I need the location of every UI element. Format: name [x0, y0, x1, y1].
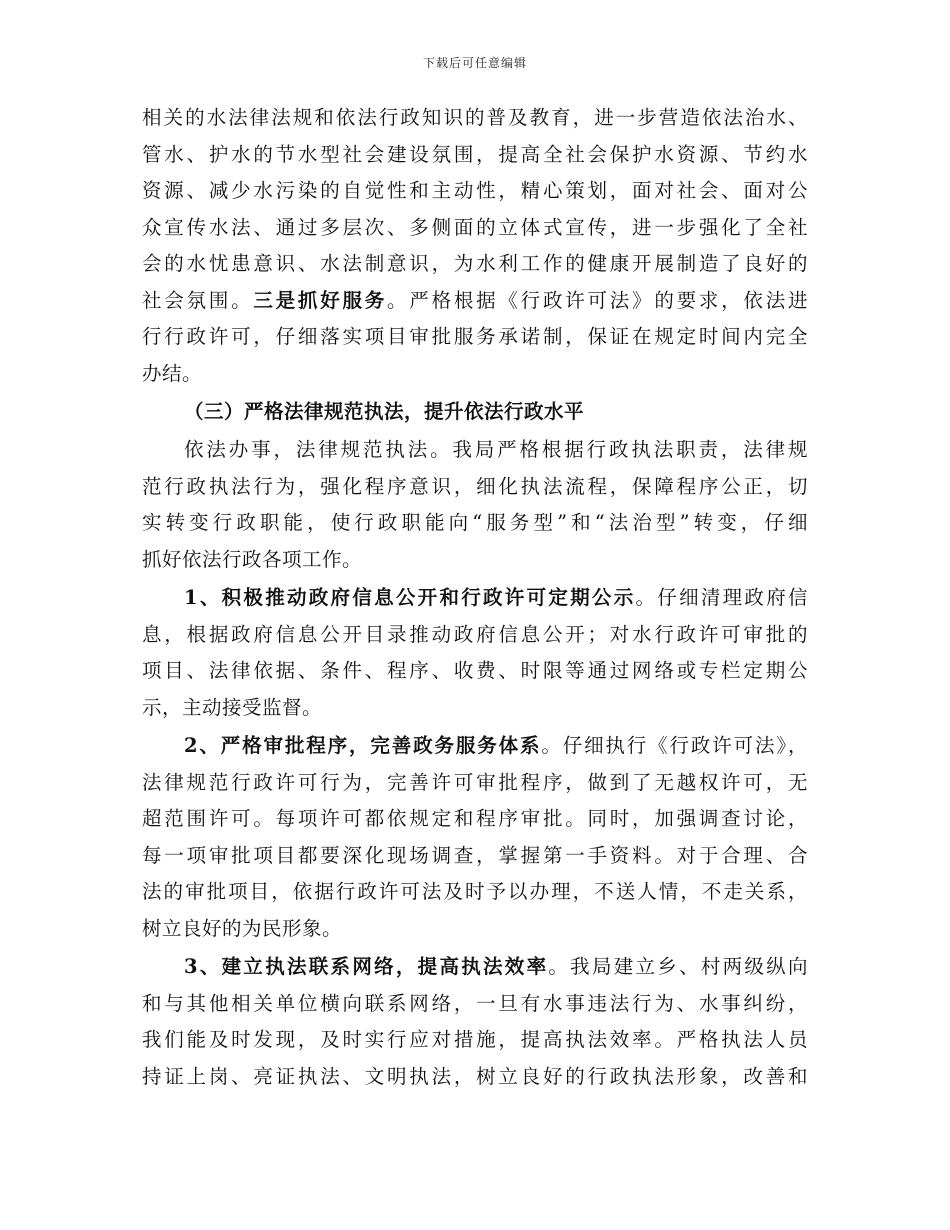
text-line	[142, 283, 808, 320]
text-line: 实转变行政职能，使行政职能向“服务型”和“法治型”转变，仔细	[142, 511, 808, 534]
item-1	[142, 580, 808, 726]
section-heading: （三）严格法律规范执法，提升依法行政水平	[184, 400, 585, 423]
bold-phrase: 三是抓好服务	[253, 288, 388, 312]
text-span: 。仔细清理政府信	[635, 586, 808, 609]
text-line: 相关的水法律法规和依法行政知识的普及教育，进一步营造依法治水、	[142, 106, 808, 129]
text-line: 抓好依法行政各项工作。	[142, 547, 363, 571]
text-line: 法的审批项目，依据行政许可法及时予以办理，不送人情，不走关系，	[142, 880, 808, 903]
item-3	[142, 949, 808, 1095]
text-line: 办结。	[142, 361, 203, 385]
text-line: 我们能及时发现，及时实行应对措施，提高执法效率。严格执法人员	[142, 1028, 808, 1051]
text-line: 和与其他相关单位横向联系网络，一旦有水事违法行为、水事纠纷，	[142, 991, 808, 1015]
text-line	[142, 580, 808, 617]
text-line: 管水、护水的节水型社会建设氛围，提高全社会保护水资源、节约水	[142, 142, 808, 166]
text-span: 。我局建立乡、村两级纵向	[548, 955, 808, 978]
page-header: 下载后可任意编辑	[422, 56, 527, 70]
text-line: 树立良好的为民形象。	[142, 916, 343, 940]
text-line: 依法办事，法律规范执法。我局严格根据行政执法职责，法律规	[184, 438, 808, 461]
text-span: 。严格根据《行政许可法》的要求，依法进	[387, 288, 808, 312]
paragraph-1	[142, 100, 808, 392]
item-title: 2、严格审批程序，完善政务服务体系	[184, 734, 542, 757]
text-line: 会的水忧患意识、水法制意识，为水利工作的健康开展制造了良好的	[142, 252, 808, 275]
item-2	[142, 728, 808, 947]
item-title: 3、建立执法联系网络，提高执法效率	[184, 955, 549, 978]
text-line: 法律规范行政许可行为，完善许可审批程序，做到了无越权许可，无	[142, 770, 808, 794]
text-line: 每一项审批项目都要深化现场调查，掌握第一手资料。对于合理、合	[142, 843, 808, 867]
text-line: 资源、减少水污染的自觉性和主动性，精心策划，面对社会、面对公	[142, 179, 808, 202]
document-body	[142, 100, 808, 1095]
text-line	[142, 728, 808, 765]
text-span: 社会氛围。	[142, 288, 254, 312]
text-line: 息，根据政府信息公开目录推动政府信息公开；对水行政许可审批的	[142, 622, 808, 646]
item-title: 1、积极推动政府信息公开和行政许可定期公示	[184, 586, 636, 609]
text-line	[142, 949, 808, 986]
text-line: 行行政许可，仔细落实项目审批服务承诺制，保证在规定时间内完全	[142, 325, 808, 348]
text-line: 超范围许可。每项许可都依规定和程序审批。同时，加强调查讨论，	[142, 807, 808, 830]
text-line: 持证上岗、亮证执法、文明执法，树立良好的行政执法形象，改善和	[142, 1064, 808, 1088]
text-line: 众宣传水法、通过多层次、多侧面的立体式宣传，进一步强化了全社	[142, 215, 808, 239]
text-span: 。仔细执行《行政许可法》，	[541, 734, 808, 757]
text-line: 项目、法律依据、条件、程序、收费、时限等通过网络或专栏定期公	[142, 659, 808, 682]
paragraph-2	[142, 432, 808, 578]
text-line: 示，主动接受监督。	[142, 695, 323, 719]
text-line: 范行政执法行为，强化程序意识，细化执法流程，保障程序公正，切	[142, 474, 808, 498]
